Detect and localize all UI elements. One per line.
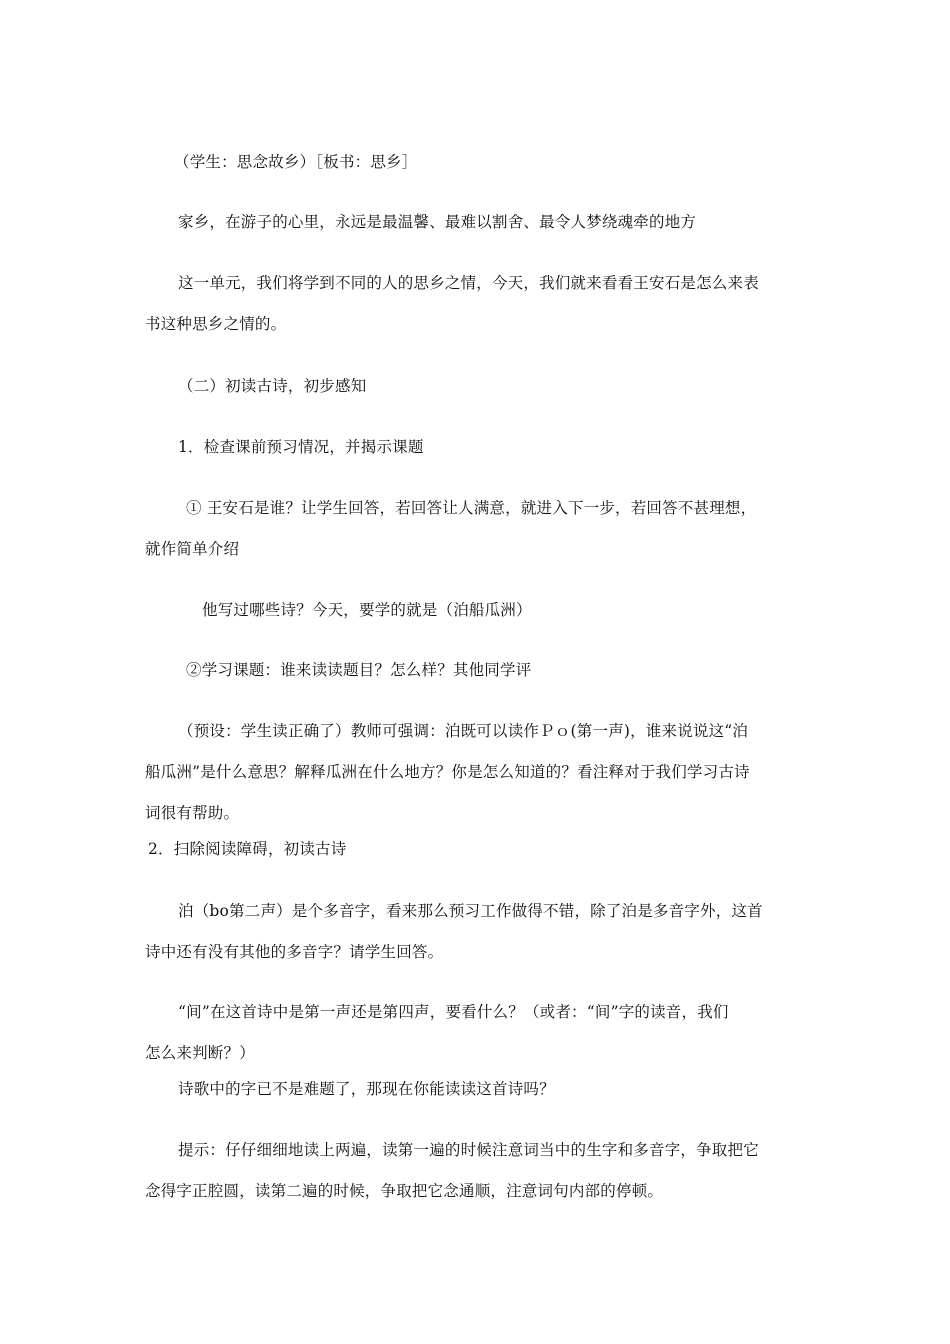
text-line: 就作简单介绍	[145, 540, 240, 558]
text-line: 家乡，在游子的心里，永远是最温馨、最难以割舍、最令人梦绕魂牵的地方	[178, 213, 697, 231]
text-line: （预设：学生读正确了）教师可强调：泊既可以读作Ｐｏ(第一声)，谁来说说这“泊	[178, 722, 749, 740]
text-line: 提示：仔仔细细地读上两遍，读第一遍的时候注意词当中的生字和多音字，争取把它	[178, 1141, 759, 1159]
text-line: 1．检查课前预习情况，并揭示课题	[178, 438, 424, 456]
text-line: ②学习课题：谁来读读题目？怎么样？其他同学评	[186, 661, 532, 679]
text-line: 船瓜洲”是什么意思？解释瓜洲在什么地方？你是怎么知道的？看注释对于我们学习古诗	[145, 763, 750, 781]
text-line: 诗歌中的字已不是难题了，那现在你能读读这首诗吗？	[178, 1080, 555, 1098]
text-line: 他写过哪些诗？今天，要学的就是（泊船瓜洲）	[202, 601, 532, 619]
text-line: ① 王安石是谁？让学生回答，若回答让人满意，就进入下一步，若回答不甚理想，	[186, 499, 757, 517]
text-line: 诗中还有没有其他的多音字？请学生回答。	[145, 943, 444, 961]
text-line: 这一单元，我们将学到不同的人的思乡之情，今天，我们就来看看王安石是怎么来表	[178, 274, 759, 292]
text-line: （学生：思念故乡）［板书：思乡］	[174, 153, 418, 171]
text-line: 念得字正腔圆，读第二遍的时候，争取把它念通顺，注意词句内部的停顿。	[145, 1182, 664, 1200]
text-line: 泊（bo第二声）是个多音字，看来那么预习工作做得不错，除了泊是多音字外，这首	[178, 902, 763, 920]
text-line: “间”在这首诗中是第一声还是第四声，要看什么？（或者：“间”字的读音，我们	[178, 1003, 729, 1021]
text-line: 词很有帮助。	[145, 804, 240, 822]
section-heading: 2．扫除阅读障碍，初读古诗	[148, 840, 347, 858]
text-line: 怎么来判断？）	[145, 1044, 255, 1062]
section-heading: （二）初读古诗，初步感知	[178, 377, 367, 395]
text-line: 书这种思乡之情的。	[145, 315, 287, 333]
